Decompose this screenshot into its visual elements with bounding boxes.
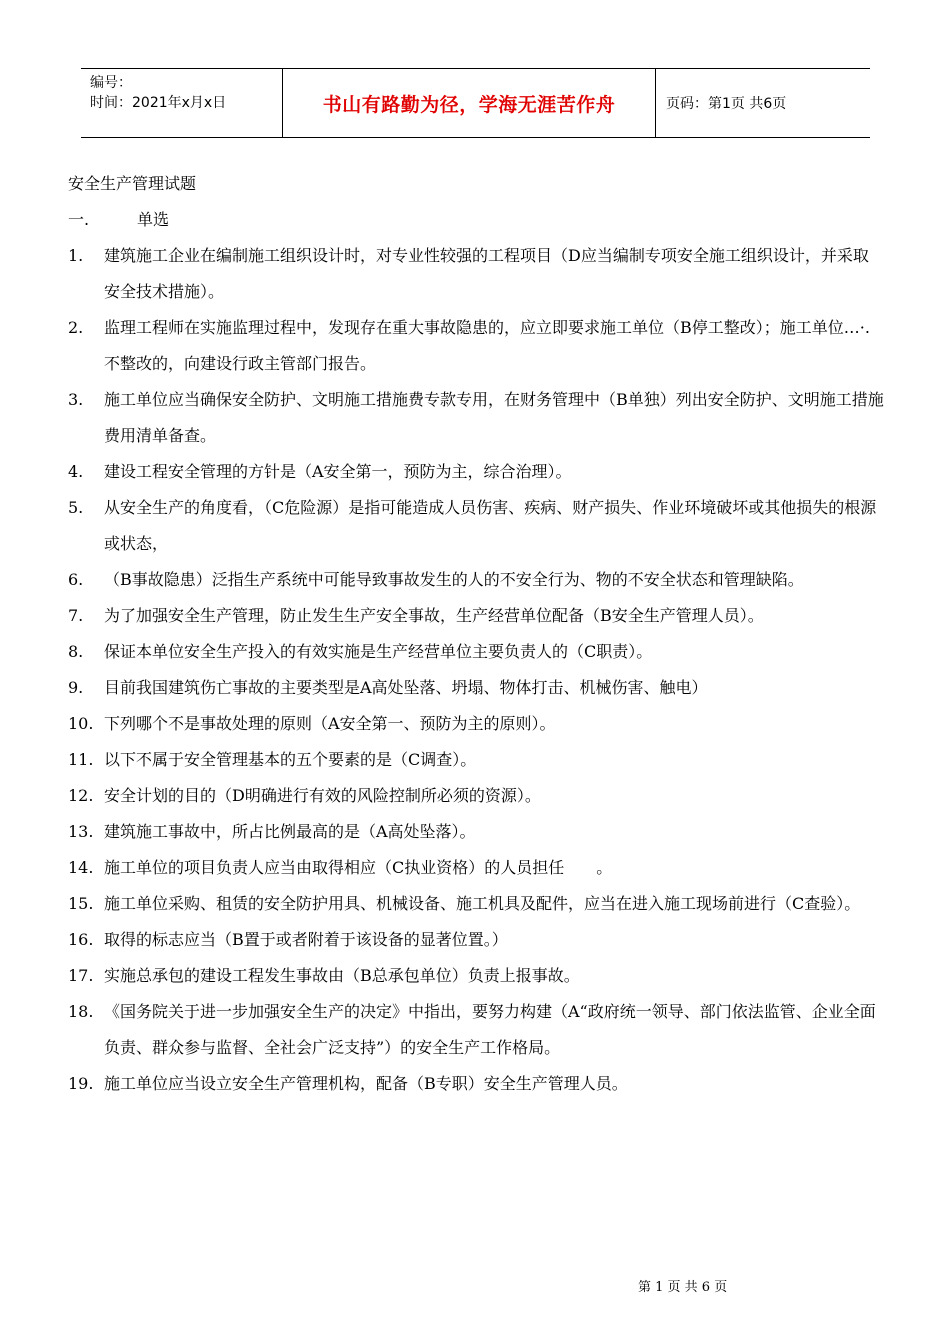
header-page-code: 页码：第1页 共6页 xyxy=(666,96,787,112)
question-number: 6. xyxy=(68,570,84,589)
question-number: 13. xyxy=(68,822,94,841)
question-text: 下列哪个不是事故处理的原则（A安全第一、预防为主的原则）。 xyxy=(104,714,556,733)
question-item xyxy=(68,922,884,958)
question-number: 14. xyxy=(68,858,94,877)
question-text: 取得的标志应当（B置于或者附着于该设备的显著位置。） xyxy=(104,930,508,949)
question-text: 安全计划的目的（D明确进行有效的风险控制所必须的资源）。 xyxy=(104,786,541,805)
question-item xyxy=(68,634,884,670)
question-text: 施工单位采购、租赁的安全防护用具、机械设备、施工机具及配件，应当在进入施工现场前进行（C查验）。 xyxy=(104,894,861,913)
question-number: 15. xyxy=(68,894,94,913)
question-item xyxy=(68,490,884,562)
question-item xyxy=(68,778,884,814)
question-number: 4. xyxy=(68,462,84,481)
question-number: 16. xyxy=(68,930,94,949)
header-motto: 书山有路勤为径，学海无涯苦作舟 xyxy=(283,69,656,137)
question-item xyxy=(68,706,884,742)
question-text: 为了加强安全生产管理，防止发生生产安全事故，生产经营单位配备（B安全生产管理人员）。 xyxy=(104,606,764,625)
question-text: 保证本单位安全生产投入的有效实施是生产经营单位主要负责人的（C职责）。 xyxy=(104,642,653,661)
question-list xyxy=(68,238,884,1102)
time-label: 时间：2021年x月x日 xyxy=(90,95,227,111)
question-text: 施工单位的项目负责人应当由取得相应（C执业资格）的人员担任 。 xyxy=(104,858,613,877)
question-number: 11. xyxy=(68,750,94,769)
question-item xyxy=(68,958,884,994)
question-item xyxy=(68,562,884,598)
question-item xyxy=(68,382,884,454)
question-number: 1. xyxy=(68,246,84,265)
question-item xyxy=(68,814,884,850)
question-text: 建筑施工事故中，所占比例最高的是（A高处坠落）。 xyxy=(104,822,476,841)
question-item xyxy=(68,994,884,1066)
document-title: 安全生产管理试题 xyxy=(68,174,197,193)
question-text: 施工单位应当设立安全生产管理机构，配备（B专职）安全生产管理人员。 xyxy=(104,1074,628,1093)
question-item xyxy=(68,1066,884,1102)
question-number: 7. xyxy=(68,606,84,625)
question-text: 从安全生产的角度看，（C危险源）是指可能造成人员伤害、疾病、财产损失、作业环境破坏或其他损失的根源或状态， xyxy=(104,498,877,553)
header-meta xyxy=(81,69,283,137)
question-number: 9. xyxy=(68,678,84,697)
section-label: 单选 xyxy=(137,210,170,229)
question-item xyxy=(68,598,884,634)
question-item xyxy=(68,886,884,922)
question-text: 建设工程安全管理的方针是（A安全第一，预防为主，综合治理）。 xyxy=(104,462,572,481)
question-text: 监理工程师在实施监理过程中，发现存在重大事故隐患的，应立即要求施工单位（B停工整改）；施工单位…·.不整改的，向建设行政主管部门报告。 xyxy=(104,318,870,373)
question-text: 施工单位应当确保安全防护、文明施工措施费专款专用，在财务管理中（B单独）列出安全防护、文明施工措施费用清单备查。 xyxy=(104,390,884,445)
question-item xyxy=(68,310,884,382)
question-text: （B事故隐患）泛指生产系统中可能导致事故发生的人的不安全行为、物的不安全状态和管理缺陷。 xyxy=(104,570,804,589)
question-item xyxy=(68,454,884,490)
question-text: 《国务院关于进一步加强安全生产的决定》中指出，要努力构建（A“政府统一领导、部门依法监管、企业全面负责、群众参与监督、全社会广泛支持”）的安全生产工作格局。 xyxy=(104,1002,876,1057)
question-number: 17. xyxy=(68,966,94,985)
page-header xyxy=(81,68,870,138)
section-number: 一. xyxy=(68,210,90,229)
question-number: 12. xyxy=(68,786,94,805)
question-number: 18. xyxy=(68,1002,94,1021)
question-item xyxy=(68,238,884,310)
question-text: 以下不属于安全管理基本的五个要素的是（C调查）。 xyxy=(104,750,477,769)
serial-label: 编号： xyxy=(90,75,132,91)
question-item xyxy=(68,670,884,706)
question-number: 2. xyxy=(68,318,84,337)
question-number: 8. xyxy=(68,642,84,661)
question-item xyxy=(68,850,884,886)
footer-page-number: 第 1 页 共 6 页 xyxy=(638,1280,728,1295)
document-body xyxy=(68,166,884,1102)
question-number: 3. xyxy=(68,390,84,409)
question-number: 19. xyxy=(68,1074,94,1093)
section-heading xyxy=(68,202,884,238)
question-item xyxy=(68,742,884,778)
question-number: 10. xyxy=(68,714,94,733)
question-text: 目前我国建筑伤亡事故的主要类型是A高处坠落、坍塌、物体打击、机械伤害、触电） xyxy=(104,678,708,697)
question-number: 5. xyxy=(68,498,84,517)
question-text: 实施总承包的建设工程发生事故由（B总承包单位）负责上报事故。 xyxy=(104,966,580,985)
question-text: 建筑施工企业在编制施工组织设计时，对专业性较强的工程项目（D应当编制专项安全施工组织设计，并采取安全技术措施）。 xyxy=(104,246,869,301)
